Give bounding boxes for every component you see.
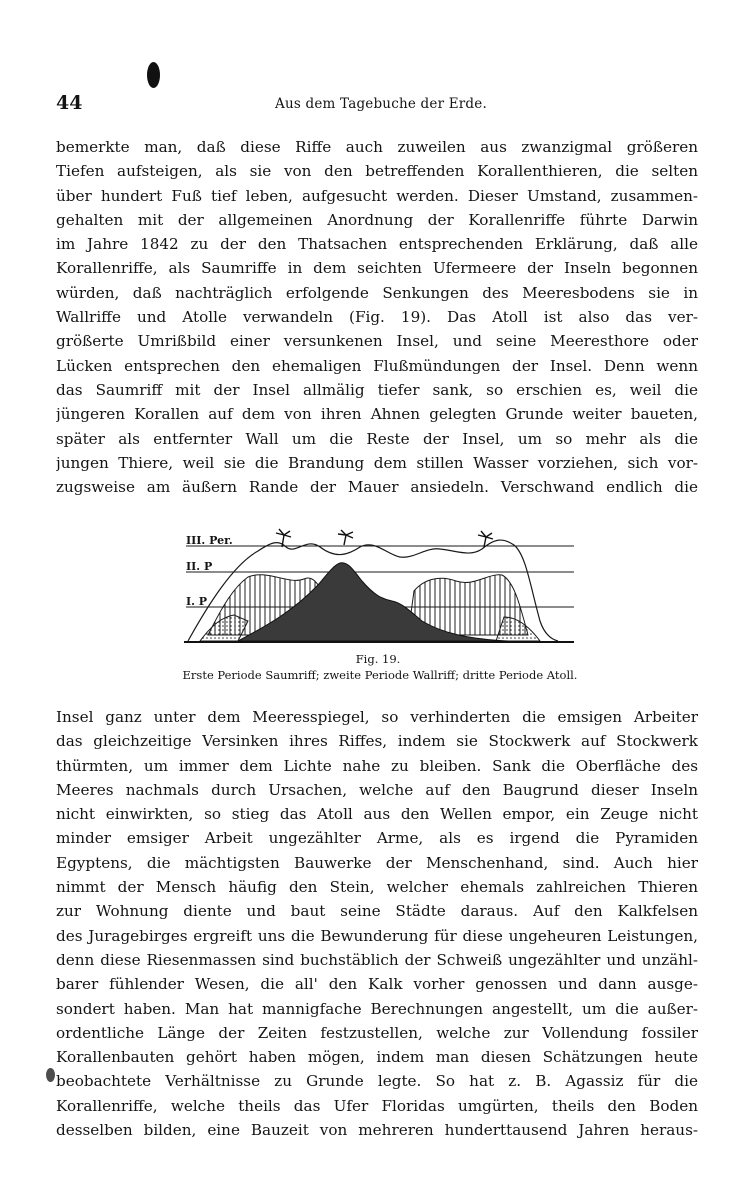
text-line: das gleichzeitige Versinken ihres Riffes, indem sie Stockwerk auf Stockwerk	[56, 732, 698, 751]
text-line: nimmt der Mensch häufig den Stein, welcher ehemals zahlreichen Thieren	[56, 878, 698, 897]
text-line: jüngeren Korallen auf dem von ihren Ahnen gelegten Grunde weiter baueten,	[56, 405, 698, 424]
text-line: gehalten mit der allgemeinen Anordnung der Korallenriffe führte Darwin	[56, 210, 698, 229]
text-line: das Saumriff mit der Insel allmälig tiefer sank, so erschien es, weil die	[56, 380, 698, 399]
running-title: Aus dem Tagebuche der Erde.	[275, 96, 487, 112]
text-line: Insel ganz unter dem Meeresspiegel, so verhinderten die emsigen Arbeiter	[56, 708, 698, 726]
text-line: Wallriffe und Atolle verwandeln (Fig. 19). Das Atoll ist also das ver-	[56, 308, 698, 327]
page-header	[56, 92, 696, 122]
period-label-ii: II. P	[186, 560, 213, 573]
text-line: jungen Thiere, weil sie die Brandung dem stillen Wasser vorziehen, sich vor-	[56, 453, 698, 472]
figure-caption: Erste Periode Saumriff; zweite Periode Wallriff; dritte Periode Atoll.	[182, 668, 578, 682]
text-line: Korallenbauten gehört haben mögen, indem man diesen Schätzungen heute	[56, 1048, 698, 1067]
text-line: größerte Umrißbild einer versunkenen Insel, und seine Meeresthore oder	[56, 332, 698, 351]
figure-coral-reef-periods	[178, 525, 578, 650]
text-line: Korallenriffe, welche theils das Ufer Floridas umgürten, theils den Boden	[56, 1096, 698, 1115]
period-label-iii: III. Per.	[186, 534, 233, 547]
text-line: desselben bilden, eine Bauzeit von mehreren hunderttausend Jahren heraus-	[56, 1121, 698, 1140]
text-line: zur Wohnung diente und baut seine Städte daraus. Auf den Kalkfelsen	[56, 902, 698, 921]
text-line: beobachtete Verhältnisse zu Grunde legte. So hat z. B. Agassiz für die	[56, 1072, 698, 1091]
paragraph	[56, 135, 698, 499]
fringing-reef	[496, 617, 540, 641]
ink-blot	[46, 1068, 55, 1082]
text-line: des Juragebirges ergreift uns die Bewunderung für diese ungeheuren Leistungen,	[56, 926, 698, 945]
text-line: Lücken entsprechen den ehemaligen Flußmündungen der Insel. Denn wenn	[56, 356, 698, 375]
period-label-i: I. P	[186, 595, 208, 608]
text-line: Korallenriffe, als Saumriffe in dem seichten Ufermeere der Inseln begonnen	[56, 259, 698, 278]
text-line: Meeres nachmals durch Ursachen, welche auf den Baugrund dieser Inseln	[56, 780, 698, 799]
text-line: zugsweise am äußern Rande der Mauer ansiedeln. Verschwand endlich die	[56, 478, 698, 497]
text-line: barer fühlender Wesen, die all' den Kalk vorher genossen und dann ausge-	[56, 975, 698, 994]
figure-number: Fig. 19.	[355, 652, 401, 666]
page-number: 44	[56, 92, 83, 114]
ink-blot	[147, 62, 160, 88]
text-line: minder emsiger Arbeit ungezählter Arme, als es irgend die Pyramiden	[56, 829, 698, 848]
text-line: Egyptens, die mächtigsten Bauwerke der Menschenhand, sind. Auch hier	[56, 853, 698, 872]
text-line: sondert haben. Man hat mannigfache Berechnungen angestellt, um die außer-	[56, 999, 698, 1018]
text-line: über hundert Fuß tief leben, aufgesucht werden. Dieser Umstand, zusammen-	[56, 186, 698, 205]
text-line: ordentliche Länge der Zeiten festzustellen, welche zur Vollendung fossiler	[56, 1023, 698, 1042]
paragraph	[56, 705, 698, 1142]
text-line: bemerkte man, daß diese Riffe auch zuweilen aus zwanzigmal größeren	[56, 138, 698, 156]
text-line: nicht einwirkten, so stieg das Atoll aus den Wellen empor, ein Zeuge nicht	[56, 805, 698, 824]
text-line: später als entfernter Wall um die Reste der Insel, um so mehr als die	[56, 429, 698, 448]
text-line: thürmten, um immer dem Lichte nahe zu bleiben. Sank die Oberfläche des	[56, 756, 698, 775]
text-line: im Jahre 1842 zu der den Thatsachen entsprechenden Erklärung, daß alle	[56, 235, 698, 254]
text-line: würden, daß nachträglich erfolgende Senkungen des Meeresbodens sie in	[56, 283, 698, 302]
text-line: Tiefen aufsteigen, als sie von den betreffenden Korallenthieren, die selten	[56, 162, 698, 181]
text-line: denn diese Riesenmassen sind buchstäblich der Schweiß ungezählter und unzähl-	[56, 950, 698, 969]
fringing-reef	[200, 615, 248, 641]
reef-diagram	[178, 525, 578, 650]
